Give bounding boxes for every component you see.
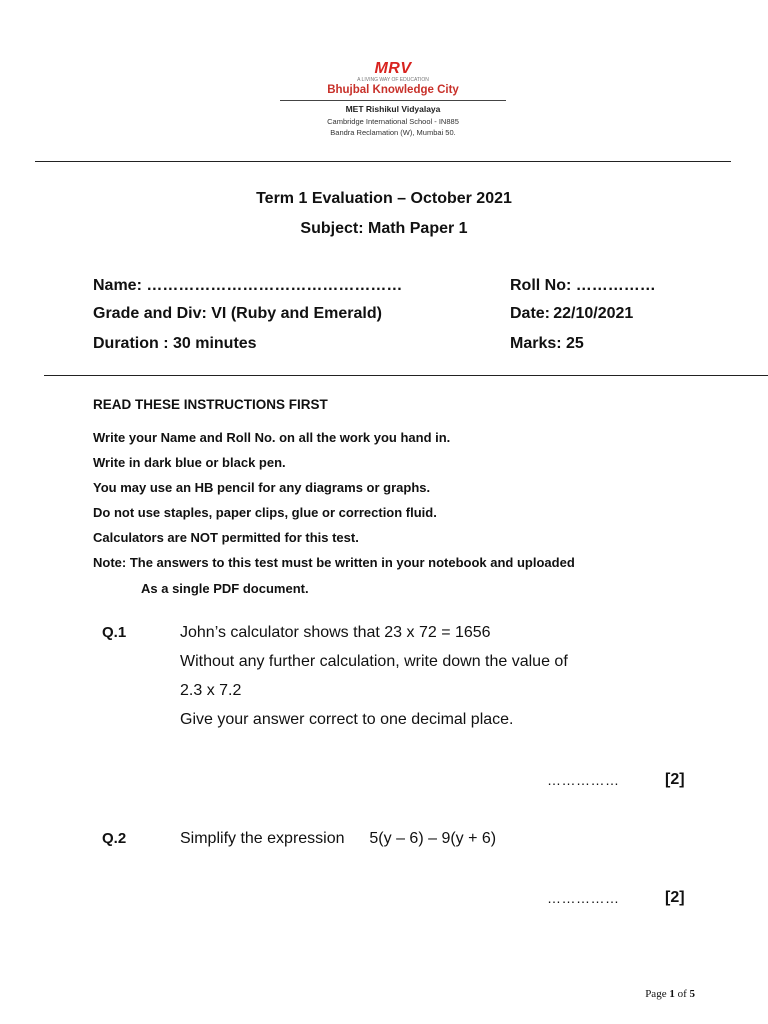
instruction-item: Write in dark blue or black pen. <box>93 455 286 470</box>
logo-name: Bhujbal Knowledge City <box>327 84 459 96</box>
question-2-answer-line: …………… <box>547 890 620 906</box>
school-affiliation: Cambridge International School - IN885 <box>327 117 459 126</box>
question-2-number: Q.2 <box>102 830 127 847</box>
school-address: Bandra Reclamation (W), Mumbai 50. <box>330 128 456 137</box>
question-1-number: Q.1 <box>102 624 127 641</box>
name-field: Name: ………………………………………… <box>93 277 403 294</box>
page-current: 1 <box>669 988 675 1000</box>
page-number <box>645 987 695 1001</box>
school-logo <box>280 60 506 142</box>
logo-divider <box>280 100 506 101</box>
question-1-line: Give your answer correct to one decimal place. <box>180 711 514 728</box>
page-total: 5 <box>689 988 695 1000</box>
question-1-marks: [2] <box>665 771 685 788</box>
question-1-line: John’s calculator shows that 23 x 72 = 1656 <box>180 624 491 641</box>
page-of: of <box>677 988 687 1000</box>
marks-field: Marks: 25 <box>510 335 584 352</box>
fields-divider <box>44 375 768 376</box>
header-divider <box>35 161 731 162</box>
exam-title: Term 1 Evaluation – October 2021 <box>256 190 512 207</box>
question-1-line: 2.3 x 7.2 <box>180 682 242 699</box>
grade-field: Grade and Div: VI (Ruby and Emerald) <box>93 305 382 322</box>
question-1-answer-line: …………… <box>547 772 620 788</box>
roll-no-field: Roll No: …………… <box>510 277 656 294</box>
question-1-line: Without any further calculation, write down the value of <box>180 653 568 670</box>
instruction-item: You may use an HB pencil for any diagrams or graphs. <box>93 480 431 495</box>
instruction-note-continued: As a single PDF document. <box>141 581 309 596</box>
instruction-item: Do not use staples, paper clips, glue or correction fluid. <box>93 505 437 520</box>
date-field: Date: 22/10/2021 <box>510 305 634 322</box>
question-2-marks: [2] <box>665 889 685 906</box>
logo-brand: MRV <box>374 60 412 77</box>
school-name: MET Rishikul Vidyalaya <box>345 104 441 114</box>
question-2-line: Simplify the expression 5(y – 6) – 9(y + 6) <box>180 830 497 847</box>
instructions-heading: READ THESE INSTRUCTIONS FIRST <box>93 397 328 412</box>
instruction-item: Calculators are NOT permitted for this test. <box>93 530 359 545</box>
instruction-note: Note: The answers to this test must be written in your notebook and uploaded <box>93 555 575 570</box>
logo-tagline: A LIVING WAY OF EDUCATION <box>357 77 429 83</box>
duration-field: Duration : 30 minutes <box>93 335 257 352</box>
page-prefix: Page <box>645 988 667 1000</box>
instruction-item: Write your Name and Roll No. on all the work you hand in. <box>93 430 451 445</box>
exam-subject: Subject: Math Paper 1 <box>300 220 468 237</box>
